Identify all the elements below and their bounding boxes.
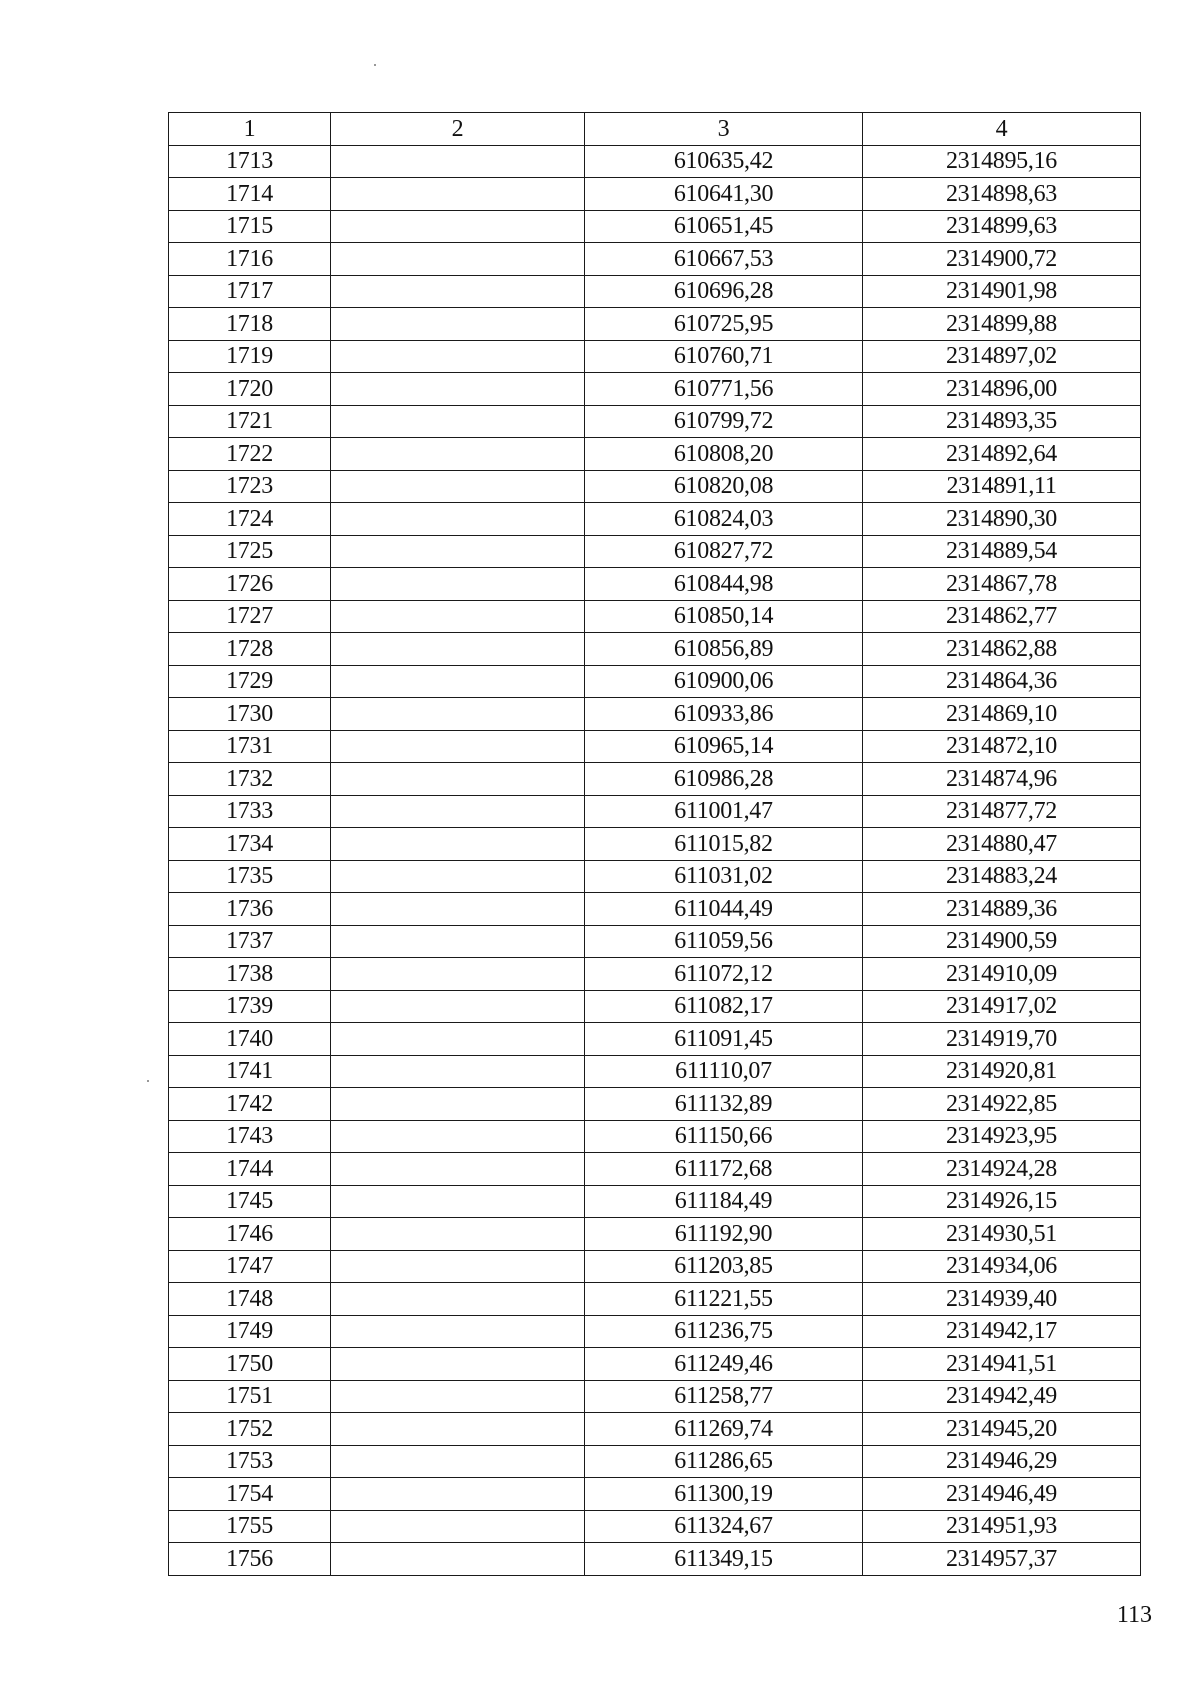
table-cell: [331, 210, 585, 243]
table-cell: 2314869,10: [863, 698, 1141, 731]
table-cell: 611031,02: [585, 860, 863, 893]
table-row: [169, 1153, 1141, 1186]
table-cell: 1734: [169, 828, 331, 861]
table-cell: 611044,49: [585, 893, 863, 926]
table-cell: 610635,42: [585, 145, 863, 178]
table-cell: 1754: [169, 1478, 331, 1511]
table-row: [169, 763, 1141, 796]
table-cell: 2314957,37: [863, 1543, 1141, 1576]
table-cell: 1715: [169, 210, 331, 243]
coordinates-table: [168, 112, 1141, 1576]
table-row: [169, 470, 1141, 503]
table-cell: 610856,89: [585, 633, 863, 666]
table-cell: 1752: [169, 1413, 331, 1446]
table-cell: 610696,28: [585, 275, 863, 308]
table-cell: 611172,68: [585, 1153, 863, 1186]
table-cell: 2314939,40: [863, 1283, 1141, 1316]
table-cell: 1751: [169, 1380, 331, 1413]
table-cell: 1755: [169, 1510, 331, 1543]
table-cell: 611110,07: [585, 1055, 863, 1088]
table-cell: 611132,89: [585, 1088, 863, 1121]
table-cell: 611150,66: [585, 1120, 863, 1153]
table-cell: [331, 1250, 585, 1283]
table-cell: 2314942,17: [863, 1315, 1141, 1348]
table-cell: 2314895,16: [863, 145, 1141, 178]
table-row: [169, 1250, 1141, 1283]
table-cell: [331, 405, 585, 438]
table-cell: 611324,67: [585, 1510, 863, 1543]
page-number: 113: [1116, 1602, 1152, 1628]
table-row: [169, 1413, 1141, 1446]
table-cell: [331, 1218, 585, 1251]
table-header-row: [169, 113, 1141, 146]
table-cell: 610827,72: [585, 535, 863, 568]
table-row: [169, 795, 1141, 828]
table-cell: 2314877,72: [863, 795, 1141, 828]
table-cell: 1742: [169, 1088, 331, 1121]
table-cell: 1722: [169, 438, 331, 471]
table-row: [169, 893, 1141, 926]
header-cell: 2: [331, 113, 585, 146]
table-cell: 1736: [169, 893, 331, 926]
table-cell: [331, 958, 585, 991]
table-cell: [331, 340, 585, 373]
table-cell: 1748: [169, 1283, 331, 1316]
table-cell: [331, 1380, 585, 1413]
table-cell: 610641,30: [585, 178, 863, 211]
table-cell: 611192,90: [585, 1218, 863, 1251]
table-cell: 2314883,24: [863, 860, 1141, 893]
table-cell: 1725: [169, 535, 331, 568]
table-cell: 1726: [169, 568, 331, 601]
table-row: [169, 535, 1141, 568]
table-cell: [331, 990, 585, 1023]
table-cell: 2314862,77: [863, 600, 1141, 633]
table-row: [169, 1510, 1141, 1543]
table-cell: 611258,77: [585, 1380, 863, 1413]
table-row: [169, 1185, 1141, 1218]
table-cell: [331, 925, 585, 958]
table-cell: 1727: [169, 600, 331, 633]
table-row: [169, 1023, 1141, 1056]
table-cell: [331, 373, 585, 406]
table-cell: [331, 178, 585, 211]
table-cell: 2314891,11: [863, 470, 1141, 503]
table-cell: 2314923,95: [863, 1120, 1141, 1153]
table-cell: 2314951,93: [863, 1510, 1141, 1543]
table-cell: 1745: [169, 1185, 331, 1218]
table-cell: [331, 145, 585, 178]
table-cell: [331, 1023, 585, 1056]
table-row: [169, 925, 1141, 958]
table-cell: [331, 1185, 585, 1218]
table-cell: [331, 665, 585, 698]
header-cell: 1: [169, 113, 331, 146]
table-row: [169, 308, 1141, 341]
table-row: [169, 600, 1141, 633]
table-row: [169, 503, 1141, 536]
table-cell: [331, 503, 585, 536]
table-cell: 2314889,36: [863, 893, 1141, 926]
header-cell: 4: [863, 113, 1141, 146]
table-cell: 611221,55: [585, 1283, 863, 1316]
table-cell: 2314898,63: [863, 178, 1141, 211]
table-row: [169, 990, 1141, 1023]
table-cell: 611269,74: [585, 1413, 863, 1446]
table-cell: 2314901,98: [863, 275, 1141, 308]
table-cell: [331, 438, 585, 471]
header-cell: 3: [585, 113, 863, 146]
table-cell: 2314919,70: [863, 1023, 1141, 1056]
table-cell: [331, 275, 585, 308]
table-cell: 1746: [169, 1218, 331, 1251]
table-cell: 611015,82: [585, 828, 863, 861]
table-cell: 2314941,51: [863, 1348, 1141, 1381]
table-cell: 610965,14: [585, 730, 863, 763]
table-row: [169, 633, 1141, 666]
table-cell: [331, 828, 585, 861]
table-cell: [331, 243, 585, 276]
table-cell: 2314892,64: [863, 438, 1141, 471]
table-cell: 1720: [169, 373, 331, 406]
table-cell: 2314872,10: [863, 730, 1141, 763]
table-cell: [331, 1315, 585, 1348]
table-cell: 2314924,28: [863, 1153, 1141, 1186]
table-cell: [331, 893, 585, 926]
table-cell: 1753: [169, 1445, 331, 1478]
table-cell: 610771,56: [585, 373, 863, 406]
table-cell: 2314900,72: [863, 243, 1141, 276]
table-cell: 2314890,30: [863, 503, 1141, 536]
table-row: [169, 1088, 1141, 1121]
table-row: [169, 405, 1141, 438]
table-cell: [331, 1413, 585, 1446]
table-cell: [331, 600, 585, 633]
table-cell: [331, 860, 585, 893]
table-cell: 1713: [169, 145, 331, 178]
table-cell: 2314874,96: [863, 763, 1141, 796]
table-row: [169, 1543, 1141, 1576]
table-cell: [331, 1153, 585, 1186]
table-cell: 610667,53: [585, 243, 863, 276]
table-cell: 1716: [169, 243, 331, 276]
table-cell: 2314917,02: [863, 990, 1141, 1023]
table-cell: 2314896,00: [863, 373, 1141, 406]
table-row: [169, 828, 1141, 861]
table-cell: 1721: [169, 405, 331, 438]
table-cell: [331, 763, 585, 796]
table-cell: 611072,12: [585, 958, 863, 991]
table-cell: 1738: [169, 958, 331, 991]
table-cell: 1756: [169, 1543, 331, 1576]
table-cell: 1747: [169, 1250, 331, 1283]
table-cell: 611059,56: [585, 925, 863, 958]
table-cell: [331, 1055, 585, 1088]
table-cell: 2314945,20: [863, 1413, 1141, 1446]
table-row: [169, 1120, 1141, 1153]
table-cell: 610900,06: [585, 665, 863, 698]
table-cell: 1717: [169, 275, 331, 308]
table-cell: 2314893,35: [863, 405, 1141, 438]
table-cell: 610933,86: [585, 698, 863, 731]
table-cell: 2314946,49: [863, 1478, 1141, 1511]
table-cell: [331, 568, 585, 601]
table-cell: 2314880,47: [863, 828, 1141, 861]
table-cell: 1739: [169, 990, 331, 1023]
table-cell: 611300,19: [585, 1478, 863, 1511]
table-cell: 1729: [169, 665, 331, 698]
table-cell: [331, 1283, 585, 1316]
table-cell: [331, 1510, 585, 1543]
scan-speck: [374, 64, 376, 66]
table-cell: 1733: [169, 795, 331, 828]
table-cell: [331, 730, 585, 763]
table-row: [169, 438, 1141, 471]
table-cell: 1735: [169, 860, 331, 893]
table-cell: [331, 308, 585, 341]
table-cell: 610820,08: [585, 470, 863, 503]
table-row: [169, 178, 1141, 211]
table-cell: [331, 1120, 585, 1153]
table-row: [169, 1055, 1141, 1088]
table-row: [169, 1283, 1141, 1316]
table-cell: 611184,49: [585, 1185, 863, 1218]
table-cell: 610760,71: [585, 340, 863, 373]
table-cell: 2314942,49: [863, 1380, 1141, 1413]
table-cell: 611249,46: [585, 1348, 863, 1381]
table-row: [169, 1445, 1141, 1478]
table-cell: 2314897,02: [863, 340, 1141, 373]
table-cell: 1714: [169, 178, 331, 211]
table-cell: 1743: [169, 1120, 331, 1153]
table-cell: 1732: [169, 763, 331, 796]
table-row: [169, 275, 1141, 308]
table-cell: 2314920,81: [863, 1055, 1141, 1088]
table-row: [169, 730, 1141, 763]
table-cell: 1750: [169, 1348, 331, 1381]
table-cell: 1718: [169, 308, 331, 341]
table-cell: [331, 1348, 585, 1381]
table-cell: 610651,45: [585, 210, 863, 243]
table-cell: 2314862,88: [863, 633, 1141, 666]
table-row: [169, 1348, 1141, 1381]
table-row: [169, 243, 1141, 276]
table-cell: 610844,98: [585, 568, 863, 601]
table-row: [169, 340, 1141, 373]
table-cell: [331, 470, 585, 503]
table-cell: 610799,72: [585, 405, 863, 438]
table-row: [169, 698, 1141, 731]
table-cell: 1728: [169, 633, 331, 666]
table-cell: 2314899,88: [863, 308, 1141, 341]
table-cell: [331, 1445, 585, 1478]
table-row: [169, 145, 1141, 178]
table-cell: 611349,15: [585, 1543, 863, 1576]
table-cell: 610808,20: [585, 438, 863, 471]
table-cell: 2314946,29: [863, 1445, 1141, 1478]
table-cell: 611082,17: [585, 990, 863, 1023]
table-row: [169, 568, 1141, 601]
table-cell: 2314864,36: [863, 665, 1141, 698]
table-cell: [331, 633, 585, 666]
table-cell: 610986,28: [585, 763, 863, 796]
table-cell: 1740: [169, 1023, 331, 1056]
table-cell: [331, 1478, 585, 1511]
table-row: [169, 1380, 1141, 1413]
table-cell: 2314889,54: [863, 535, 1141, 568]
table-cell: 1730: [169, 698, 331, 731]
table-cell: 611236,75: [585, 1315, 863, 1348]
table-cell: 1737: [169, 925, 331, 958]
table-cell: [331, 795, 585, 828]
table-row: [169, 1478, 1141, 1511]
table-row: [169, 1218, 1141, 1251]
table-cell: 2314900,59: [863, 925, 1141, 958]
table-cell: 610850,14: [585, 600, 863, 633]
table-cell: 1731: [169, 730, 331, 763]
table-body: [169, 145, 1141, 1575]
table-cell: 611091,45: [585, 1023, 863, 1056]
table-cell: 1744: [169, 1153, 331, 1186]
table-cell: 2314926,15: [863, 1185, 1141, 1218]
table-cell: 1749: [169, 1315, 331, 1348]
table-row: [169, 210, 1141, 243]
table-cell: 611203,85: [585, 1250, 863, 1283]
table-row: [169, 373, 1141, 406]
table-cell: 1719: [169, 340, 331, 373]
table-cell: 2314922,85: [863, 1088, 1141, 1121]
table-row: [169, 958, 1141, 991]
table-cell: 1741: [169, 1055, 331, 1088]
table-cell: [331, 535, 585, 568]
table-cell: 611286,65: [585, 1445, 863, 1478]
table-row: [169, 860, 1141, 893]
table-cell: 611001,47: [585, 795, 863, 828]
table-cell: [331, 698, 585, 731]
scan-speck: [147, 1080, 149, 1082]
table-row: [169, 1315, 1141, 1348]
table-cell: 2314930,51: [863, 1218, 1141, 1251]
table-cell: [331, 1543, 585, 1576]
table-cell: 2314867,78: [863, 568, 1141, 601]
table-cell: 1724: [169, 503, 331, 536]
table-cell: 2314899,63: [863, 210, 1141, 243]
table-cell: [331, 1088, 585, 1121]
table-cell: 1723: [169, 470, 331, 503]
table-cell: 610824,03: [585, 503, 863, 536]
table-cell: 2314910,09: [863, 958, 1141, 991]
table-row: [169, 665, 1141, 698]
table-cell: 610725,95: [585, 308, 863, 341]
table-cell: 2314934,06: [863, 1250, 1141, 1283]
